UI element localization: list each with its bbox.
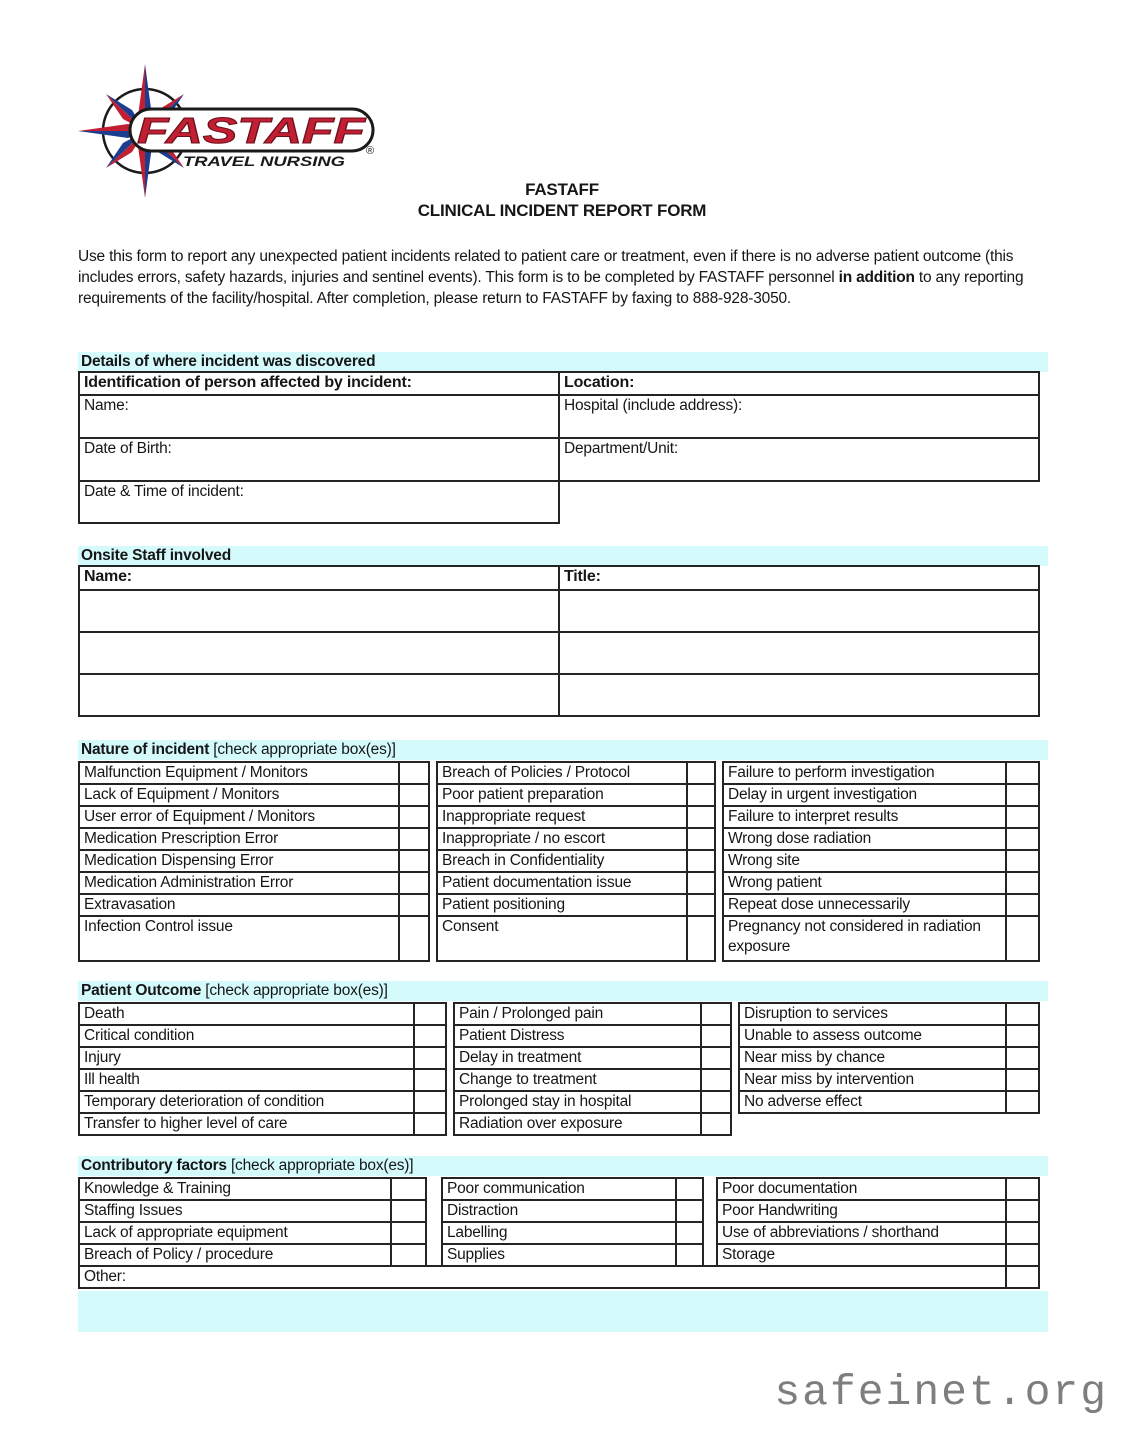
document-title-line1: FASTAFF	[525, 180, 599, 199]
column-gap	[429, 894, 437, 916]
nature-checkbox-3-2[interactable]	[1006, 828, 1039, 850]
outcome-option: Transfer to higher level of care	[79, 1113, 414, 1135]
column-gap	[703, 1200, 717, 1222]
outcome-empty-area	[731, 1113, 1039, 1135]
nature-checkbox-0-0[interactable]	[399, 762, 429, 784]
column-gap	[731, 1003, 739, 1025]
nature-option: User error of Equipment / Monitors	[79, 806, 399, 828]
factors-option: Poor Handwriting	[717, 1200, 1006, 1222]
factors-checkbox-3-0[interactable]	[391, 1244, 426, 1266]
nature-checkbox-3-1[interactable]	[687, 828, 715, 850]
nature-option: Medication Dispensing Error	[79, 850, 399, 872]
intro-text-emphasis: in addition	[838, 269, 915, 286]
column-gap	[429, 850, 437, 872]
factors-checkbox-2-0[interactable]	[391, 1222, 426, 1244]
outcome-option: Ill health	[79, 1069, 414, 1091]
column-gap	[446, 1025, 454, 1047]
column-gap	[715, 872, 723, 894]
nature-option: Pregnancy not considered in radiation exposure	[723, 916, 1006, 961]
factors-option: Storage	[717, 1244, 1006, 1266]
outcome-checkbox-0-1[interactable]	[701, 1003, 731, 1025]
section-header-outcome	[78, 981, 1048, 1001]
section-header-staff-label: Onsite Staff involved	[81, 547, 231, 564]
nature-checkbox-5-0[interactable]	[399, 872, 429, 894]
nature-option: Medication Administration Error	[79, 872, 399, 894]
staff-title-cell-0[interactable]	[559, 590, 1039, 632]
staff-name-cell-2[interactable]	[79, 674, 559, 716]
outcome-checkbox-2-2[interactable]	[1006, 1047, 1039, 1069]
column-gap	[715, 762, 723, 784]
column-gap	[731, 1069, 739, 1091]
column-gap	[715, 916, 723, 961]
section-header-factors-note: [check appropriate box(es)]	[226, 1157, 414, 1174]
outcome-option: Near miss by intervention	[739, 1069, 1006, 1091]
factors-checkbox-2-2[interactable]	[1006, 1222, 1039, 1244]
factors-checkbox-1-1[interactable]	[676, 1200, 703, 1222]
nature-checkbox-6-1[interactable]	[687, 894, 715, 916]
nature-option: Failure to interpret results	[723, 806, 1006, 828]
staff-name-cell-1[interactable]	[79, 632, 559, 674]
column-gap	[731, 1025, 739, 1047]
nature-option: Poor patient preparation	[437, 784, 687, 806]
column-gap	[446, 1113, 454, 1135]
outcome-option: Change to treatment	[454, 1069, 701, 1091]
section-header-details-label: Details of where incident was discovered	[81, 353, 376, 370]
factors-checkbox-1-2[interactable]	[1006, 1200, 1039, 1222]
outcome-option: No adverse effect	[739, 1091, 1006, 1113]
outcome-checkbox-0-2[interactable]	[1006, 1003, 1039, 1025]
nature-checkbox-4-0[interactable]	[399, 850, 429, 872]
outcome-checkbox-2-0[interactable]	[414, 1047, 446, 1069]
column-gap	[703, 1222, 717, 1244]
nature-option: Infection Control issue	[79, 916, 399, 961]
nature-option: Inappropriate / no escort	[437, 828, 687, 850]
column-gap	[715, 828, 723, 850]
staff-name-cell-0[interactable]	[79, 590, 559, 632]
column-gap	[429, 806, 437, 828]
logo-brand-text: FASTAFF	[137, 110, 367, 151]
logo-tagline-text: TRAVEL NURSING	[183, 153, 346, 169]
column-gap	[703, 1178, 717, 1200]
nature-checkbox-0-2[interactable]	[1006, 762, 1039, 784]
section-header-nature	[78, 740, 1048, 760]
factors-option: Labelling	[442, 1222, 676, 1244]
outcome-option: Prolonged stay in hospital	[454, 1091, 701, 1113]
nature-checkbox-1-2[interactable]	[1006, 784, 1039, 806]
outcome-option: Patient Distress	[454, 1025, 701, 1047]
nature-option: Failure to perform investigation	[723, 762, 1006, 784]
factors-checkbox-0-1[interactable]	[676, 1178, 703, 1200]
nature-checkbox-5-2[interactable]	[1006, 872, 1039, 894]
nature-checkbox-3-0[interactable]	[399, 828, 429, 850]
nature-checkbox-2-1[interactable]	[687, 806, 715, 828]
nature-checkbox-7-2[interactable]	[1006, 916, 1039, 961]
bottom-highlight-block	[78, 1291, 1048, 1332]
nature-option: Wrong patient	[723, 872, 1006, 894]
nature-option: Breach in Confidentiality	[437, 850, 687, 872]
staff-title-cell-2[interactable]	[559, 674, 1039, 716]
outcome-option: Near miss by chance	[739, 1047, 1006, 1069]
column-gap	[446, 1047, 454, 1069]
nature-option: Wrong site	[723, 850, 1006, 872]
nature-checkbox-1-0[interactable]	[399, 784, 429, 806]
outcome-checkbox-3-2[interactable]	[1006, 1069, 1039, 1091]
column-gap	[731, 1047, 739, 1069]
column-gap	[715, 894, 723, 916]
factors-option: Breach of Policy / procedure	[79, 1244, 391, 1266]
document-title-line2: CLINICAL INCIDENT REPORT FORM	[417, 201, 707, 220]
column-gap	[429, 828, 437, 850]
outcome-checkbox-5-0[interactable]	[414, 1113, 446, 1135]
column-gap	[426, 1178, 442, 1200]
nature-checkbox-0-1[interactable]	[687, 762, 715, 784]
nature-checkbox-7-1[interactable]	[687, 916, 715, 961]
factors-checkbox-2-1[interactable]	[676, 1222, 703, 1244]
section-header-staff	[78, 546, 1048, 566]
outcome-checkbox-1-2[interactable]	[1006, 1025, 1039, 1047]
section-header-nature-label: Nature of incident	[81, 741, 210, 758]
nature-checkbox-4-1[interactable]	[687, 850, 715, 872]
details-empty-area	[559, 481, 1039, 523]
outcome-option: Temporary deterioration of condition	[79, 1091, 414, 1113]
field-name[interactable]: Name:	[79, 395, 559, 438]
nature-checkbox-7-0[interactable]	[399, 916, 429, 961]
column-gap	[703, 1244, 717, 1266]
nature-checkbox-2-0[interactable]	[399, 806, 429, 828]
factors-option: Supplies	[442, 1244, 676, 1266]
factors-option: Lack of appropriate equipment	[79, 1222, 391, 1244]
section-header-nature-note: [check appropriate box(es)]	[209, 741, 396, 758]
factors-option: Knowledge & Training	[79, 1178, 391, 1200]
nature-option: Wrong dose radiation	[723, 828, 1006, 850]
factors-checkbox-1-0[interactable]	[391, 1200, 426, 1222]
factors-checkbox-other[interactable]	[1006, 1266, 1039, 1288]
nature-option: Patient documentation issue	[437, 872, 687, 894]
column-gap	[426, 1222, 442, 1244]
column-gap	[426, 1244, 442, 1266]
outcome-option: Unable to assess outcome	[739, 1025, 1006, 1047]
details-left-header: Identification of person affected by incident:	[79, 372, 559, 395]
nature-table	[78, 761, 1040, 962]
factors-option: Use of abbreviations / shorthand	[717, 1222, 1006, 1244]
staff-name-header: Name:	[79, 566, 559, 590]
outcome-checkbox-4-1[interactable]	[701, 1091, 731, 1113]
factors-checkbox-0-2[interactable]	[1006, 1178, 1039, 1200]
outcome-checkbox-3-0[interactable]	[414, 1069, 446, 1091]
outcome-option: Disruption to services	[739, 1003, 1006, 1025]
column-gap	[715, 784, 723, 806]
field-date-time-of-incident[interactable]: Date & Time of incident:	[79, 481, 559, 523]
outcome-checkbox-0-0[interactable]	[414, 1003, 446, 1025]
column-gap	[446, 1091, 454, 1113]
outcome-option: Critical condition	[79, 1025, 414, 1047]
column-gap	[429, 762, 437, 784]
outcome-checkbox-5-1[interactable]	[701, 1113, 731, 1135]
factors-checkbox-3-1[interactable]	[676, 1244, 703, 1266]
nature-option: Lack of Equipment / Monitors	[79, 784, 399, 806]
factors-checkbox-0-0[interactable]	[391, 1178, 426, 1200]
section-header-outcome-label: Patient Outcome	[81, 982, 202, 999]
nature-checkbox-2-2[interactable]	[1006, 806, 1039, 828]
nature-option: Repeat dose unnecessarily	[723, 894, 1006, 916]
intro-paragraph	[78, 246, 1026, 309]
nature-checkbox-6-0[interactable]	[399, 894, 429, 916]
nature-checkbox-4-2[interactable]	[1006, 850, 1039, 872]
column-gap	[446, 1069, 454, 1091]
column-gap	[731, 1091, 739, 1113]
nature-option: Delay in urgent investigation	[723, 784, 1006, 806]
column-gap	[446, 1003, 454, 1025]
factors-option: Distraction	[442, 1200, 676, 1222]
factors-table	[78, 1177, 1040, 1289]
section-header-details	[78, 352, 1048, 372]
intro-text-2: to any reporting requirements of the facility/hospital. After completion, please return to FASTAFF by faxing to 888-928-3050.	[78, 269, 1024, 307]
outcome-option: Injury	[79, 1047, 414, 1069]
section-header-outcome-note: [check appropriate box(es)]	[201, 982, 388, 999]
logo-registered-mark: ®	[366, 145, 375, 157]
details-right-header: Location:	[559, 372, 1039, 395]
intro-text-1: Use this form to report any unexpected patient incidents related to patient care or treatment, even if there is no adverse patient outcome (this includes errors, safety hazards, injuries and sentinel events). This form is to be completed by FASTAFF personnel	[78, 248, 1014, 286]
column-gap	[426, 1200, 442, 1222]
outcome-checkbox-4-0[interactable]	[414, 1091, 446, 1113]
factors-other-field[interactable]: Other:	[79, 1266, 1006, 1288]
nature-option: Malfunction Equipment / Monitors	[79, 762, 399, 784]
nature-option: Breach of Policies / Protocol	[437, 762, 687, 784]
nature-option: Extravasation	[79, 894, 399, 916]
section-header-factors	[78, 1156, 1048, 1176]
factors-option: Poor documentation	[717, 1178, 1006, 1200]
details-table	[78, 371, 1040, 524]
nature-checkbox-1-1[interactable]	[687, 784, 715, 806]
nature-checkbox-5-1[interactable]	[687, 872, 715, 894]
outcome-checkbox-1-1[interactable]	[701, 1025, 731, 1047]
field-department-unit[interactable]: Department/Unit:	[559, 438, 1039, 481]
factors-option: Poor communication	[442, 1178, 676, 1200]
outcome-option: Death	[79, 1003, 414, 1025]
outcome-table	[78, 1002, 1040, 1136]
staff-title-header: Title:	[559, 566, 1039, 590]
column-gap	[429, 916, 437, 961]
outcome-option: Pain / Prolonged pain	[454, 1003, 701, 1025]
section-header-factors-label: Contributory factors	[81, 1157, 227, 1174]
watermark: safeinet.org	[774, 1368, 1108, 1417]
field-hospital[interactable]: Hospital (include address):	[559, 395, 1039, 438]
staff-table	[78, 565, 1040, 717]
staff-title-cell-1[interactable]	[559, 632, 1039, 674]
column-gap	[429, 784, 437, 806]
outcome-option: Delay in treatment	[454, 1047, 701, 1069]
document-title	[0, 179, 1124, 221]
factors-option: Staffing Issues	[79, 1200, 391, 1222]
column-gap	[715, 806, 723, 828]
outcome-checkbox-4-2[interactable]	[1006, 1091, 1039, 1113]
outcome-checkbox-3-1[interactable]	[701, 1069, 731, 1091]
column-gap	[715, 850, 723, 872]
nature-checkbox-6-2[interactable]	[1006, 894, 1039, 916]
nature-option: Inappropriate request	[437, 806, 687, 828]
outcome-option: Radiation over exposure	[454, 1113, 701, 1135]
factors-checkbox-3-2[interactable]	[1006, 1244, 1039, 1266]
nature-option: Consent	[437, 916, 687, 961]
outcome-checkbox-1-0[interactable]	[414, 1025, 446, 1047]
outcome-checkbox-2-1[interactable]	[701, 1047, 731, 1069]
nature-option: Patient positioning	[437, 894, 687, 916]
field-date-of-birth[interactable]: Date of Birth:	[79, 438, 559, 481]
column-gap	[429, 872, 437, 894]
nature-option: Medication Prescription Error	[79, 828, 399, 850]
